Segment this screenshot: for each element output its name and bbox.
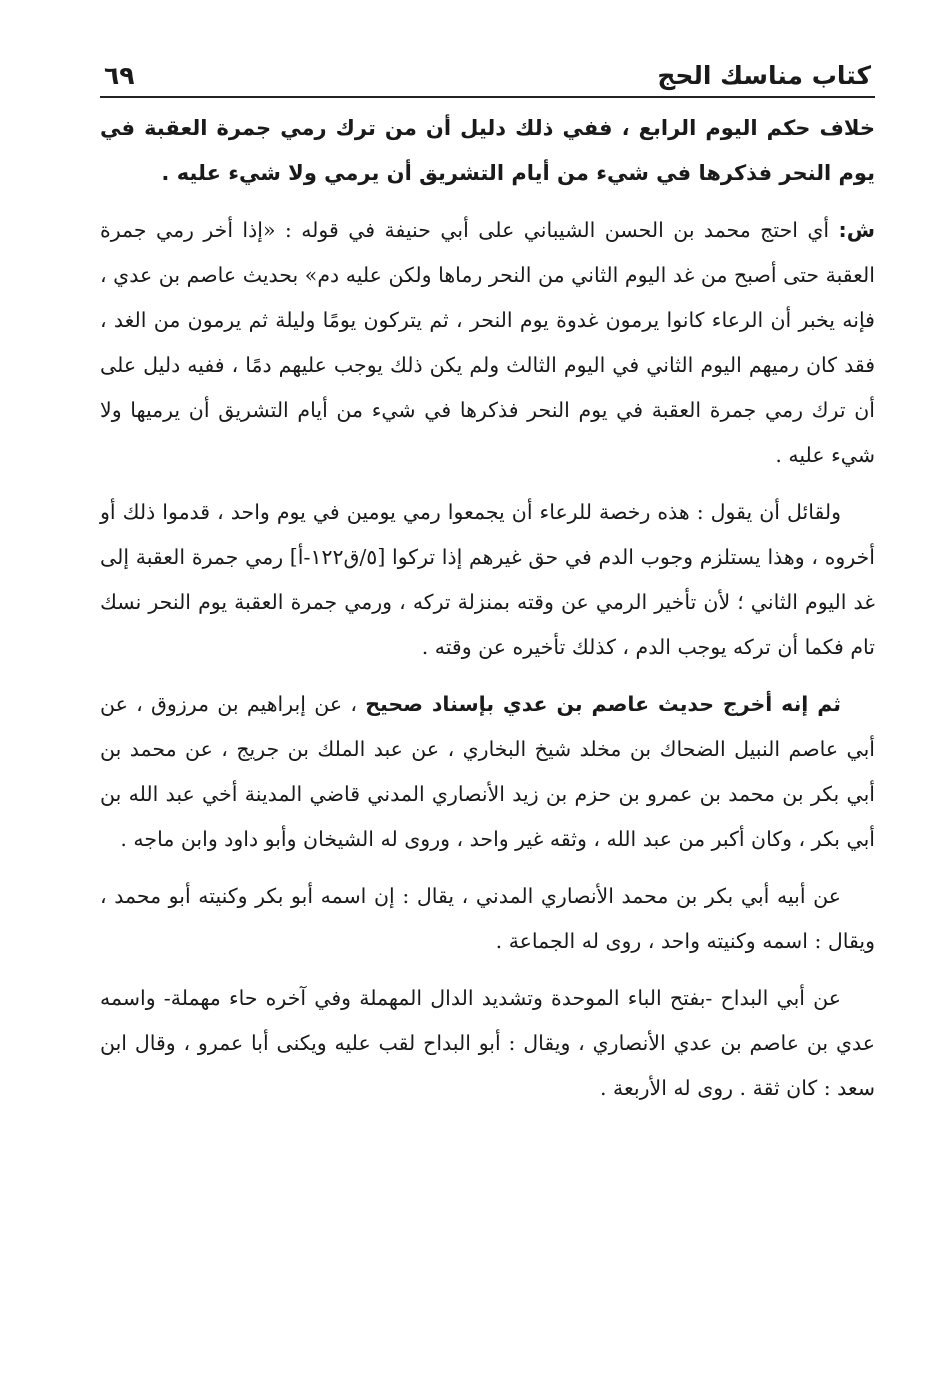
matn-paragraph: خلاف حكم اليوم الرابع ، ففي ذلك دليل أن من ترك رمي جمرة العقبة في يوم النحر فذكرها في شيء من أيام التشريق أن يرمي ولا شيء عليه .: [100, 116, 875, 185]
isnad-lead: ثم إنه أخرج حديث عاصم بن عدي بإسناد صحيح: [365, 692, 841, 716]
isnad-paragraph: [100, 682, 875, 862]
page-number: ٦٩: [104, 61, 135, 90]
narrator-paragraph-1: عن أبيه أبي بكر بن محمد الأنصاري المدني ، يقال : إن اسمه أبو بكر وكنيته أبو محمد ، ويقال : اسمه وكنيته واحد ، روى له الجماعة .: [100, 884, 875, 953]
book-title: كتاب مناسك الحج: [657, 61, 871, 90]
commentary-text: أي احتج محمد بن الحسن الشيباني على أبي حنيفة في قوله : «إذا أخر رمي جمرة العقبة حتى أصبح من غد اليوم الثاني من النحر رماها ولكن عليه دم» بحديث عاصم بن عدي ، فإنه يخبر أن الرعاء كانوا يرمون غدوة يوم النحر ، ثم يتركون يومًا وليلة ثم يرمون من الغد ، فقد كان رميهم اليوم الثاني في اليوم الثالث ولم يكن ذلك يوجب عليهم دمًا ، ففيه دليل على أن ترك رمي جمرة العقبة في يوم النحر فذكرها في شيء من أيام التشريق أن يرميها ولا شيء عليه .: [100, 218, 875, 467]
narrator-paragraph-2: عن أبي البداح -بفتح الباء الموحدة وتشديد الدال المهملة وفي آخره حاء مهملة- واسمه عدي بن عاصم بن عدي الأنصاري ، ويقال : أبو البداح لقب عليه ويكنى أبا عمرو ، وقال ابن سعد : كان ثقة . روى له الأربعة .: [100, 986, 875, 1100]
header-rule: [100, 96, 875, 98]
commentary-label: ش:: [838, 218, 875, 242]
commentary-paragraph: [100, 208, 875, 478]
book-page: [100, 40, 875, 1111]
objection-paragraph: ولقائل أن يقول : هذه رخصة للرعاء أن يجمعوا رمي يومين في يوم واحد ، قدموا ذلك أو أخروه ، وهذا يستلزم وجوب الدم في حق غيرهم إذا تركوا [٥/ق١٢٢-أ] رمي جمرة العقبة إلى غد اليوم الثاني ؛ لأن تأخير الرمي عن وقته بمنزلة تركه ، ورمي جمرة العقبة يوم النحر نسك تام فكما أن تركه يوجب الدم ، كذلك تأخيره عن وقته .: [100, 500, 876, 659]
running-header: [100, 40, 875, 90]
isnad-text: ، عن إبراهيم بن مرزوق ، عن أبي عاصم النبيل الضحاك بن مخلد شيخ البخاري ، عن عبد الملك بن جريج ، عن محمد بن أبي بكر بن محمد بن عمرو بن حزم بن زيد الأنصاري المدني قاضي المدينة أخي عبد الله بن أبي بكر ، وكان أكبر من عبد الله ، وثقه غير واحد ، وروى له الشيخان وأبو داود وابن ماجه .: [100, 692, 875, 851]
